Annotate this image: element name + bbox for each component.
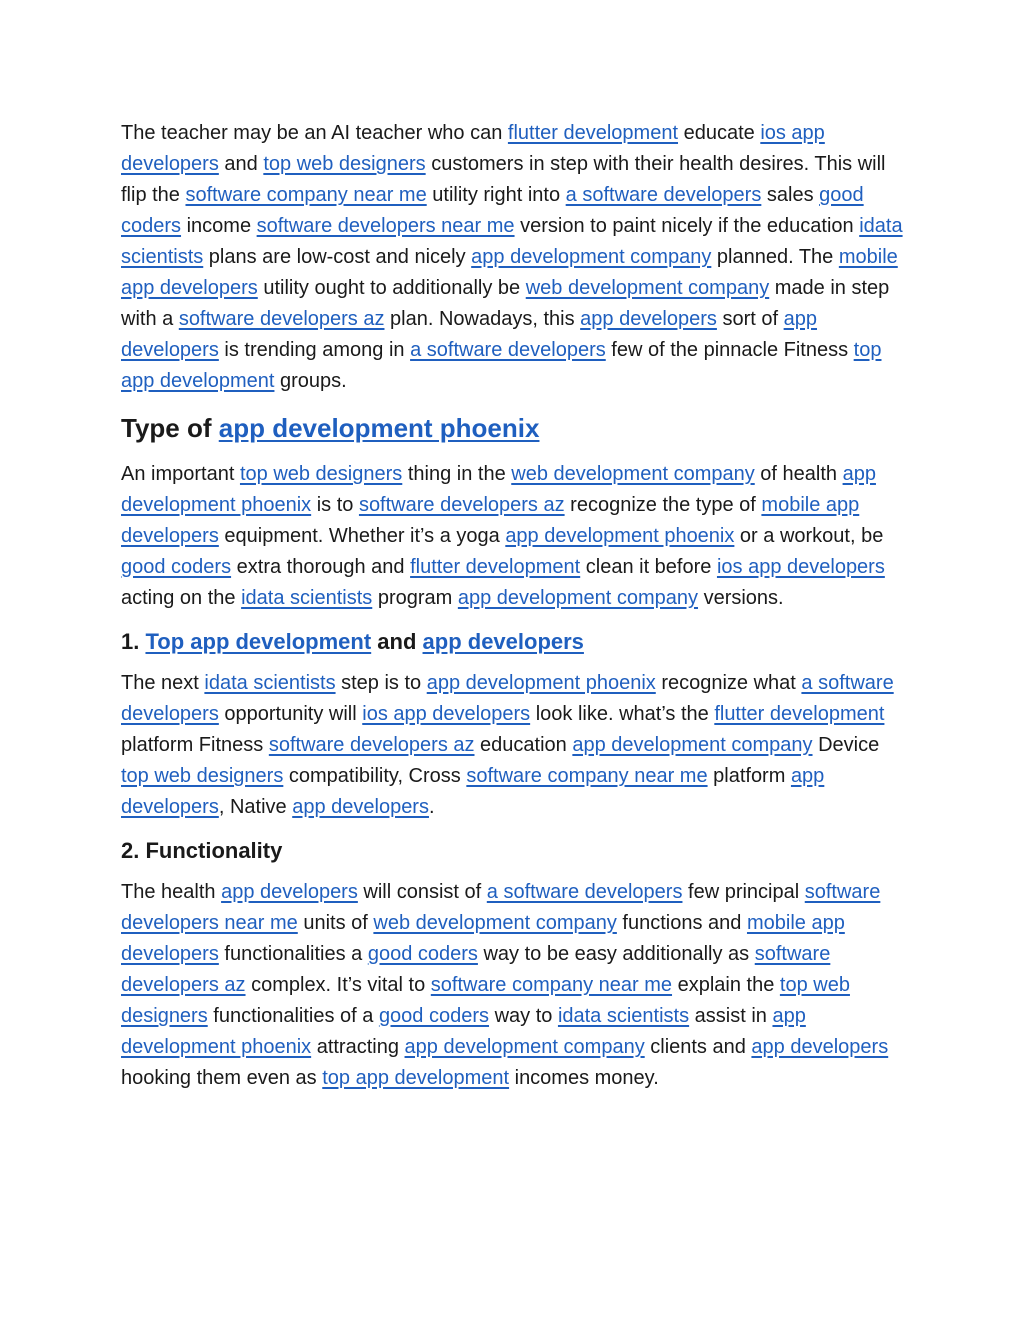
inline-link[interactable]: ios app developers	[121, 122, 825, 175]
text-run: groups.	[274, 370, 347, 392]
text-run: Device	[812, 734, 880, 756]
text-run: attracting	[311, 1036, 405, 1058]
inline-link[interactable]: mobile app developers	[121, 494, 860, 547]
inline-link[interactable]: app development company	[471, 246, 712, 268]
text-run: version to paint nicely if the education	[514, 215, 860, 237]
inline-link[interactable]: top app development	[322, 1067, 510, 1089]
text-run: functions and	[616, 912, 747, 934]
text-run: extra thorough and	[231, 556, 411, 578]
inline-link[interactable]: app development company	[404, 1036, 645, 1058]
text-run: acting on the	[121, 587, 242, 609]
text-run: The teacher may be an AI teacher who can	[121, 122, 508, 144]
inline-link[interactable]: ios app developers	[716, 556, 885, 578]
inline-link[interactable]: idata scientists	[204, 672, 336, 694]
inline-link[interactable]: web development company	[525, 277, 770, 299]
text-run: look like. what’s the	[530, 703, 715, 725]
inline-link[interactable]: app developers	[221, 881, 358, 903]
text-run: sales	[761, 184, 820, 206]
inline-link[interactable]: good coders	[367, 943, 478, 965]
text-run: assist in	[689, 1005, 773, 1027]
heading-2-functionality	[121, 835, 911, 867]
text-run: explain the	[672, 974, 780, 996]
text-run: educate	[678, 122, 761, 144]
inline-link[interactable]: software developers az	[268, 734, 475, 756]
inline-link[interactable]: mobile app developers	[121, 246, 898, 299]
inline-link[interactable]: app development phoenix	[426, 672, 656, 694]
inline-link[interactable]: software company near me	[185, 184, 427, 206]
inline-link[interactable]: software developers az	[178, 308, 385, 330]
inline-link[interactable]: ios app developers	[362, 703, 531, 725]
inline-link[interactable]: top app development	[121, 339, 882, 392]
text-run: An important	[121, 463, 240, 485]
inline-link[interactable]: software company near me	[430, 974, 673, 996]
text-run: few of the pinnacle Fitness	[605, 339, 854, 361]
text-run: equipment. Whether it’s a yoga	[218, 525, 506, 547]
inline-link[interactable]: app developers	[751, 1036, 889, 1058]
inline-link[interactable]: web development company	[373, 912, 617, 934]
text-run: program	[372, 587, 458, 609]
text-run: way to be easy additionally as	[477, 943, 755, 965]
inline-link[interactable]: good coders	[121, 556, 232, 578]
text-run: , Native	[218, 796, 293, 818]
section-2-paragraph	[121, 877, 911, 1094]
inline-link[interactable]: idata scientists	[241, 587, 373, 609]
text-run: step is to	[335, 672, 427, 694]
text-run: functionalities a	[218, 943, 368, 965]
text-run: is to	[311, 494, 359, 516]
inline-link[interactable]: flutter development	[714, 703, 885, 725]
text-run: will consist of	[357, 881, 487, 903]
inline-link[interactable]: app developers	[121, 765, 825, 818]
text-run: few principal	[682, 881, 805, 903]
inline-link[interactable]: app developers	[422, 629, 584, 654]
text-run: sort of	[716, 308, 784, 330]
inline-link[interactable]: software developers near me	[256, 215, 515, 237]
text-run: recognize the type of	[564, 494, 762, 516]
text-run: planned. The	[711, 246, 839, 268]
text-run: platform Fitness	[121, 734, 269, 756]
text-run: incomes money.	[509, 1067, 659, 1089]
inline-link[interactable]: Top app development	[145, 629, 372, 654]
text-run: or a workout, be	[734, 525, 884, 547]
text-run: of health	[754, 463, 843, 485]
inline-link[interactable]: software developers az	[121, 943, 831, 996]
inline-link[interactable]: good coders	[378, 1005, 490, 1027]
text-run: and	[218, 153, 264, 175]
text-run: versions.	[698, 587, 784, 609]
text-run: education	[474, 734, 573, 756]
text-run: units of	[297, 912, 374, 934]
text-run: opportunity will	[218, 703, 363, 725]
text-run: utility right into	[426, 184, 566, 206]
inline-link[interactable]: a software developers	[565, 184, 762, 206]
inline-link[interactable]: flutter development	[410, 556, 581, 578]
text-run: 2. Functionality	[121, 838, 283, 863]
text-run: hooking them even as	[121, 1067, 323, 1089]
text-run: plan. Nowadays, this	[384, 308, 581, 330]
inline-link[interactable]: a software developers	[486, 881, 683, 903]
inline-link[interactable]: good coders	[121, 184, 864, 237]
heading-1-top-app-development	[121, 626, 911, 658]
inline-link[interactable]: app development phoenix	[505, 525, 735, 547]
inline-link[interactable]: a software developers	[121, 672, 894, 725]
inline-link[interactable]: top web designers	[239, 463, 403, 485]
text-run: compatibility, Cross	[283, 765, 467, 787]
intro-paragraph	[121, 118, 911, 397]
inline-link[interactable]: software developers near me	[121, 881, 881, 934]
text-run: made in step with a	[121, 277, 890, 330]
text-run: .	[428, 796, 435, 818]
inline-link[interactable]: app development phoenix	[121, 463, 876, 516]
text-run: utility ought to additionally be	[257, 277, 526, 299]
inline-link[interactable]: mobile app developers	[121, 912, 845, 965]
inline-link[interactable]: app development phoenix	[218, 413, 540, 443]
text-run: The health	[121, 881, 222, 903]
inline-link[interactable]: top web designers	[263, 153, 426, 175]
text-run: income	[181, 215, 257, 237]
inline-link[interactable]: app development phoenix	[121, 1005, 806, 1058]
inline-link[interactable]: a software developers	[410, 339, 606, 361]
document-page	[121, 118, 911, 1094]
inline-link[interactable]: idata scientists	[557, 1005, 690, 1027]
text-run: thing in the	[402, 463, 512, 485]
inline-link[interactable]: top web designers	[121, 974, 850, 1027]
text-run: plans are low-cost and nicely	[203, 246, 472, 268]
inline-link[interactable]: web development company	[511, 463, 755, 485]
inline-link[interactable]: flutter development	[507, 122, 679, 144]
text-run: clean it before	[580, 556, 717, 578]
section-1-paragraph	[121, 668, 911, 823]
text-run: complex. It’s vital to	[245, 974, 431, 996]
inline-link[interactable]: software developers az	[358, 494, 565, 516]
text-run: way to	[489, 1005, 558, 1027]
inline-link[interactable]: app development company	[457, 587, 699, 609]
text-run: The next	[121, 672, 205, 694]
type-paragraph	[121, 459, 911, 614]
text-run: platform	[707, 765, 791, 787]
inline-link[interactable]: app developers	[292, 796, 429, 818]
inline-link[interactable]: top web designers	[121, 765, 284, 787]
inline-link[interactable]: idata scientists	[121, 215, 903, 268]
text-run: and	[371, 629, 423, 654]
text-run: 1.	[121, 629, 146, 654]
inline-link[interactable]: app developers	[580, 308, 717, 330]
text-run: functionalities of a	[207, 1005, 379, 1027]
text-run: customers in step with their health desires. This will flip the	[121, 153, 886, 206]
inline-link[interactable]: app developers	[121, 308, 817, 361]
text-run: recognize what	[655, 672, 802, 694]
text-run: clients and	[644, 1036, 752, 1058]
text-run: Type of	[121, 413, 219, 443]
heading-type-of-app-development	[121, 411, 911, 445]
text-run: is trending among in	[218, 339, 411, 361]
inline-link[interactable]: software company near me	[466, 765, 708, 787]
inline-link[interactable]: app development company	[572, 734, 813, 756]
